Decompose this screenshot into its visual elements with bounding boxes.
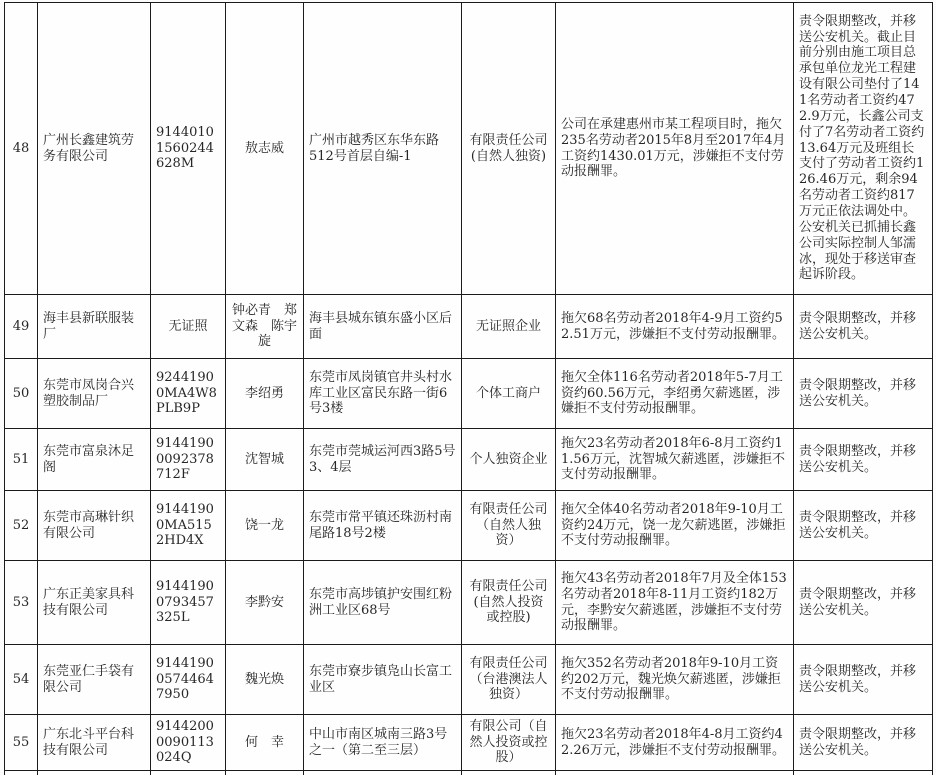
cell-company: 广州长鑫建筑劳务有限公司 [38,3,151,295]
cell-entity-type: 有限责任公司(自然人投资或控股) [462,561,556,645]
cell-seq: 54 [5,645,38,715]
cell-company: 海丰县新联服装厂 [38,295,151,359]
cell-violation: 拖欠23名劳动者2018年4-8月工资约42.26万元，涉嫌拒不支付劳动报酬罪。 [556,715,794,771]
cell-legal-person: 李黔安 [226,561,304,645]
cell-violation: 公司在承建惠州市某工程项目时，拖欠235名劳动者2015年8月至2017年4月工资约1430.01万元，涉嫌拒不支付劳动报酬罪。 [556,3,794,295]
table-row [5,295,933,359]
cell-company: 东莞市凤岗合兴塑胶制品厂 [38,359,151,429]
cell-seq: 53 [5,561,38,645]
cell-violation: 拖欠全体116名劳动者2018年5-7月工资约60.56万元，李绍勇欠薪逃匿，涉嫌拒不支付劳动报酬罪。 [556,359,794,429]
cell-violation [556,771,794,775]
cell-address: 东莞市高埗镇护安围红粉洲工业区68号 [304,561,462,645]
table-row [5,491,933,561]
cell-action: 责令限期整改，并移送公安机关。截止目前分别由施工项目总承包单位龙光工程建设有限公司垫付了141名劳动者工资约472.9万元，长鑫公司支付了7名劳动者工资约13.64万元及班组长支付了劳动者工资约126.46万元，剩余94名劳动者工资约817万元正依法调处中。公安机关已抓捕长鑫公司实际控制人邹濡冰，现处于移送审查起诉阶段。 [794,3,933,295]
cell-credit-code: 92441900MA4W8PLB9P [151,359,226,429]
cell-legal-person: 魏光焕 [226,645,304,715]
cell-address: 东莞市凤岗镇官井头村水库工业区富民东路一街6号3楼 [304,359,462,429]
cell-seq: 49 [5,295,38,359]
cell-action [794,771,933,775]
cell-action: 责令限期整改，并移送公安机关。 [794,359,933,429]
cell-entity-type: 有限公司（自然人投资或控股） [462,715,556,771]
cell-legal-person: 钟必青 郑文森 陈宇旋 [226,295,304,359]
cell-entity-type: 有限责任公司(自然人独资) [462,3,556,295]
cell-seq: 52 [5,491,38,561]
cell-entity-type: 有限责任公司（自然人独资） [462,491,556,561]
cell-action: 责令限期整改，并移送公安机关。 [794,429,933,491]
cell-seq: 48 [5,3,38,295]
cell-credit-code: 91441900793457325L [151,561,226,645]
cell-entity-type [462,771,556,775]
cell-action: 责令限期整改，并移送公安机关。 [794,295,933,359]
cell-credit-code: 91441900MA5152HD4X [151,491,226,561]
cell-company [38,771,151,775]
table-row [5,645,933,715]
cell-violation: 拖欠352名劳动者2018年9-10月工资约202万元，魏光焕欠薪逃匿，涉嫌拒不支付劳动报酬罪。 [556,645,794,715]
cell-credit-code: 914419005744647950 [151,645,226,715]
cell-action: 责令限期整改，并移送公安机关。 [794,715,933,771]
cell-credit-code: 91441900092378712F [151,429,226,491]
cell-address: 东莞市莞城运河西3路5号3、4层 [304,429,462,491]
cell-address: 广州市越秀区东华东路512号首层自编-1 [304,3,462,295]
cell-entity-type: 有限责任公司（台港澳法人独资） [462,645,556,715]
cell-address [304,771,462,775]
cell-violation: 拖欠23名劳动者2018年6-8月工资约11.56万元，沈智城欠薪逃匿，涉嫌拒不支付劳动报酬罪。 [556,429,794,491]
cell-legal-person: 饶一龙 [226,491,304,561]
cell-violation: 拖欠全体40名劳动者2018年9-10月工资约24万元，饶一龙欠薪逃匿，涉嫌拒不支付劳动报酬罪。 [556,491,794,561]
wage-arrears-blacklist-table [4,2,933,775]
cell-address: 东莞市常平镇还珠沥村南尾路18号2楼 [304,491,462,561]
cell-address: 东莞市寮步镇凫山长富工业区 [304,645,462,715]
table-row [5,3,933,295]
table-row [5,359,933,429]
cell-company: 广东北斗平台科技有限公司 [38,715,151,771]
cell-entity-type: 个体工商户 [462,359,556,429]
cell-legal-person: 李绍勇 [226,359,304,429]
cell-company: 东莞市高琳针织有限公司 [38,491,151,561]
cell-credit-code: 91442000090113024Q [151,715,226,771]
table-row-clipped [5,771,933,775]
table-row [5,561,933,645]
cell-seq: 51 [5,429,38,491]
cell-action: 责令限期整改，并移送公安机关。 [794,491,933,561]
cell-seq: 55 [5,715,38,771]
cell-seq [5,771,38,775]
cell-company: 东莞亚仁手袋有限公司 [38,645,151,715]
cell-entity-type: 无证照企业 [462,295,556,359]
cell-legal-person: 敖志威 [226,3,304,295]
cell-legal-person: 何 幸 [226,715,304,771]
cell-action: 责令限期整改，并移送公安机关。 [794,561,933,645]
cell-action: 责令限期整改，并移送公安机关。 [794,645,933,715]
cell-credit-code [151,771,226,775]
cell-address: 中山市南区城南三路3号之一（第二至三层） [304,715,462,771]
cell-company: 东莞市富泉沐足阁 [38,429,151,491]
cell-legal-person: 沈智城 [226,429,304,491]
cell-address: 海丰县城东镇东盛小区后面 [304,295,462,359]
cell-company: 广东正美家具科技有限公司 [38,561,151,645]
table-row [5,429,933,491]
cell-violation: 拖欠68名劳动者2018年4-9月工资约52.51万元，涉嫌拒不支付劳动报酬罪。 [556,295,794,359]
cell-credit-code: 无证照 [151,295,226,359]
cell-entity-type: 个人独资企业 [462,429,556,491]
cell-violation: 拖欠43名劳动者2018年7月及全体153名劳动者2018年8-11月工资约182万元，李黔安欠薪逃匿，涉嫌拒不支付劳动报酬罪。 [556,561,794,645]
cell-seq: 50 [5,359,38,429]
table-row [5,715,933,771]
cell-credit-code: 91440101560244628M [151,3,226,295]
cell-legal-person [226,771,304,775]
